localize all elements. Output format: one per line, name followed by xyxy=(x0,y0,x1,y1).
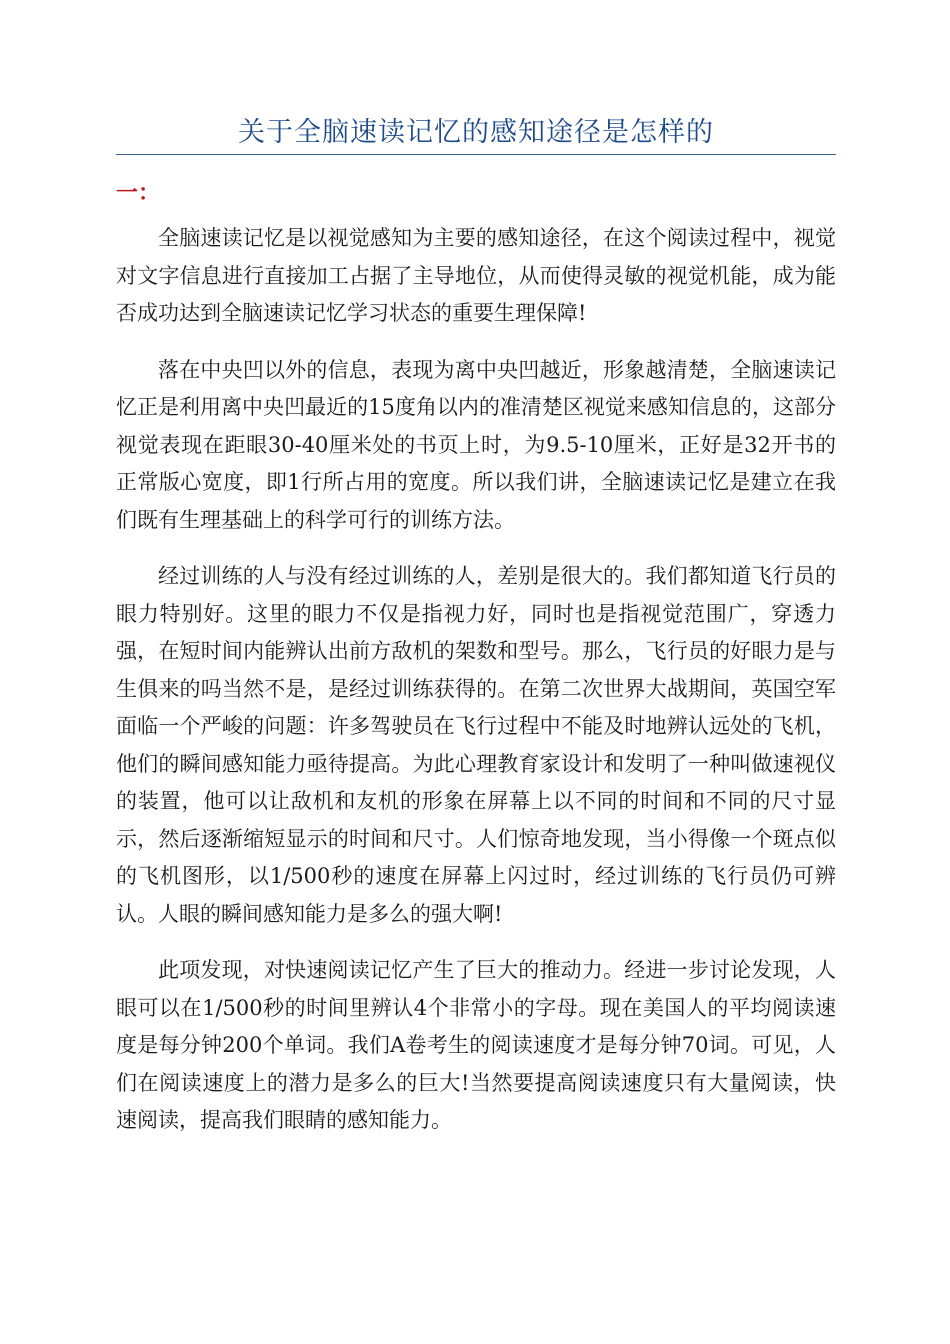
paragraph-3: 经过训练的人与没有经过训练的人，差别是很大的。我们都知道飞行员的眼力特别好。这里的眼力不仅是指视力好，同时也是指视觉范围广，穿透力强，在短时间内能辨认出前方敌机的架数和型号。那么，飞行员的好眼力是与生俱来的吗当然不是，是经过训练获得的。在第二次世界大战期间，英国空军面临一个严峻的问题：许多驾驶员在飞行过程中不能及时地辨认远处的飞机，他们的瞬间感知能力亟待提高。为此心理教育家设计和发明了一种叫做速视仪的装置，他可以让敌机和友机的形象在屏幕上以不同的时间和不同的尺寸显示，然后逐渐缩短显示的时间和尺寸。人们惊奇地发现，当小得像一个斑点似的飞机图形，以1/500秒的速度在屏幕上闪过时，经过训练的飞行员仍可辨认。人眼的瞬间感知能力是多么的强大啊! xyxy=(116,564,836,926)
body-text xyxy=(116,220,836,1159)
title-underline xyxy=(116,154,836,155)
paragraph-1: 全脑速读记忆是以视觉感知为主要的感知途径，在这个阅读过程中，视觉对文字信息进行直接加工占据了主导地位，从而使得灵敏的视觉机能，成为能否成功达到全脑速读记忆学习状态的重要生理保障! xyxy=(116,226,836,325)
section-number: 一： xyxy=(116,180,161,206)
page-title: 关于全脑速读记忆的感知途径是怎样的 xyxy=(238,117,714,148)
paragraph-2: 落在中央凹以外的信息，表现为离中央凹越近，形象越清楚，全脑速读记忆正是利用离中央凹最近的15度角以内的准清楚区视觉来感知信息的，这部分视觉表现在距眼30-40厘米处的书页上时，为9.5-10厘米，正好是32开书的正常版心宽度，即1行所占用的宽度。所以我们讲，全脑速读记忆是建立在我们既有生理基础上的科学可行的训练方法。 xyxy=(116,357,836,532)
paragraph-4: 此项发现，对快速阅读记忆产生了巨大的推动力。经进一步讨论发现，人眼可以在1/500秒的时间里辨认4个非常小的字母。现在美国人的平均阅读速度是每分钟200个单词。我们A卷考生的阅读速度才是每分钟70词。可见，人们在阅读速度上的潜力是多么的巨大!当然要提高阅读速度只有大量阅读，快速阅读，提高我们眼睛的感知能力。 xyxy=(116,958,836,1132)
